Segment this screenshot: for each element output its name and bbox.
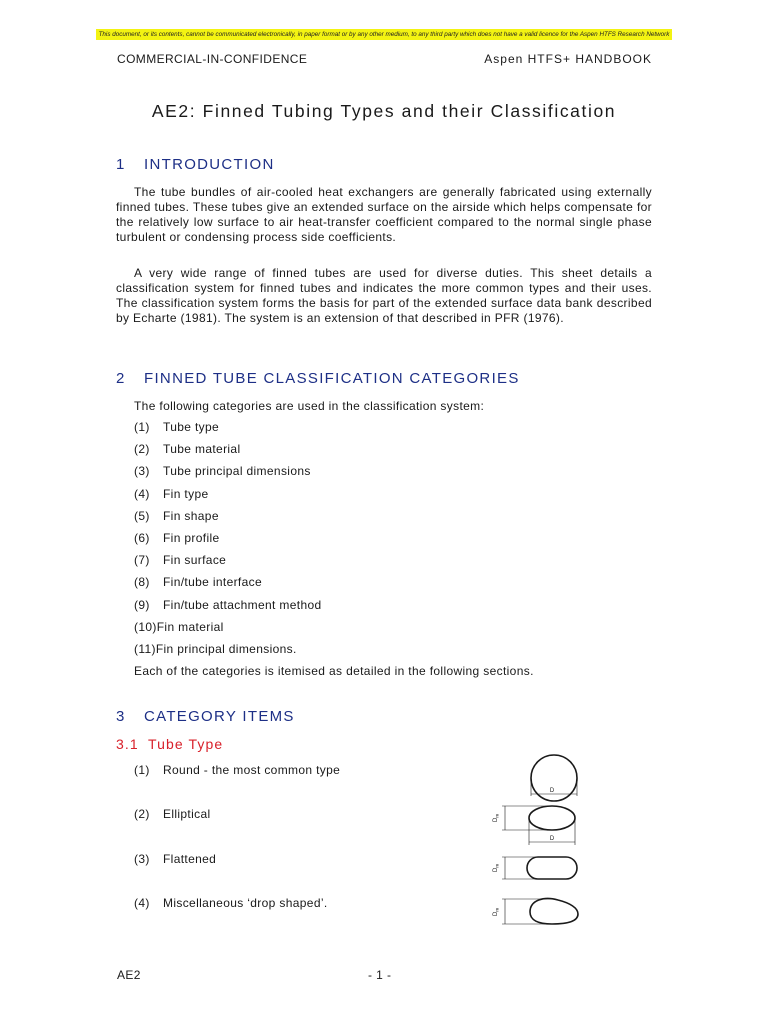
list-item — [134, 620, 322, 642]
item-text: Elliptical — [163, 807, 211, 822]
section-2-heading — [116, 370, 520, 387]
intro-paragraph-2: A very wide range of finned tubes are used for diverse duties. This sheet details a classification system for finned tubes and indicates the more common types and their uses. The classification system forms the basis for part of the extended surface data bank described by Echarte (1981). The system is an extension of that described in PFR (1976). — [116, 266, 652, 325]
item-text: Round - the most common type — [163, 763, 341, 777]
item-number: (3) — [134, 851, 150, 866]
list-item — [134, 642, 322, 664]
item-number: (5) — [134, 508, 150, 523]
subsection-3-1-heading — [116, 736, 223, 752]
item-text: Fin/tube attachment method — [163, 597, 322, 612]
dimension-label-dm: $D_m$ — [493, 863, 500, 872]
item-number: (2) — [134, 807, 150, 822]
item-text: Tube material — [163, 442, 241, 457]
dimension-label-d: D — [549, 836, 555, 842]
section-title: INTRODUCTION — [144, 156, 275, 173]
item-text: Tube type — [163, 420, 220, 434]
item-number: (1) — [134, 763, 150, 777]
item-number: (1) — [134, 420, 150, 434]
item-text: Fin shape — [163, 508, 219, 523]
drop-shaped-tube-shape — [530, 899, 578, 925]
dimension-label-d: D — [549, 788, 555, 794]
item-number: (4) — [134, 895, 150, 910]
list-item — [134, 575, 322, 597]
item-text: Fin principal dimensions. — [155, 641, 297, 656]
item-text: Fin surface — [163, 553, 227, 568]
item-number: (9) — [134, 597, 150, 612]
item-number: (2) — [134, 442, 150, 457]
section-title: CATEGORY ITEMS — [144, 708, 295, 725]
categories-list — [134, 420, 322, 664]
item-text: Fin material — [156, 619, 224, 634]
list-item — [134, 531, 322, 553]
list-item — [134, 553, 322, 575]
section-number: 1 — [116, 156, 126, 173]
list-item — [134, 487, 322, 509]
list-item — [134, 464, 322, 486]
item-number: (6) — [134, 530, 150, 545]
item-number: (11) — [134, 641, 156, 656]
section-number: 3 — [116, 708, 126, 725]
section-1-heading — [116, 156, 275, 173]
list-item — [134, 896, 340, 940]
intro-paragraph-1: The tube bundles of air-cooled heat exchangers are generally fabricated using externally finned tubes. These tubes give an extended surface on the airside which helps compensate for the relatively low surface to air heat-transfer coefficient compared to the normal single phase turbulent or condensing process side coefficients. — [116, 185, 652, 244]
list-item — [134, 509, 322, 531]
item-text: Fin profile — [163, 530, 220, 545]
dimension-label-dm: $D_m$ — [493, 813, 500, 822]
list-item — [134, 442, 322, 464]
section-3-heading — [116, 708, 295, 725]
section-number: 2 — [116, 370, 126, 387]
dimension-label-dm: $D_m$ — [493, 907, 500, 916]
item-number: (10) — [134, 619, 157, 634]
header-handbook: Aspen HTFS+ HANDBOOK — [484, 52, 652, 66]
subsection-title: Tube Type — [148, 736, 224, 752]
subsection-number: 3.1 — [116, 736, 139, 752]
footer-page-number: - 1 - — [368, 968, 392, 982]
footer-document-code: AE2 — [117, 968, 141, 982]
list-item — [134, 807, 340, 851]
licence-notice: This document, or its contents, cannot be communicated electronically, in paper format or by any other medium, to any third party which does not have a valid licence for the Aspen HTFS Research Network — [96, 29, 672, 40]
list-item — [134, 852, 340, 896]
list-item — [134, 598, 322, 620]
tube-type-list — [134, 763, 340, 940]
categories-outro: Each of the categories is itemised as detailed in the following sections. — [134, 664, 534, 678]
item-text: Fin type — [163, 486, 209, 501]
tube-shapes-figure — [486, 748, 596, 938]
item-number: (3) — [134, 464, 150, 479]
item-number: (7) — [134, 553, 150, 568]
item-text: Miscellaneous ‘drop shaped’. — [163, 895, 328, 910]
item-text: Fin/tube interface — [163, 575, 263, 590]
item-text: Flattened — [163, 851, 217, 866]
list-item — [134, 420, 322, 442]
item-number: (4) — [134, 486, 150, 501]
item-text: Tube principal dimensions — [163, 464, 311, 479]
flattened-tube-shape — [527, 857, 577, 879]
elliptical-tube-shape — [529, 806, 575, 830]
page-title: AE2: Finned Tubing Types and their Classification — [151, 101, 617, 121]
item-number: (8) — [134, 575, 150, 590]
categories-intro: The following categories are used in the classification system: — [134, 399, 485, 413]
list-item — [134, 763, 340, 807]
section-title: FINNED TUBE CLASSIFICATION CATEGORIES — [144, 370, 520, 387]
header-classification: COMMERCIAL-IN-CONFIDENCE — [117, 52, 308, 66]
